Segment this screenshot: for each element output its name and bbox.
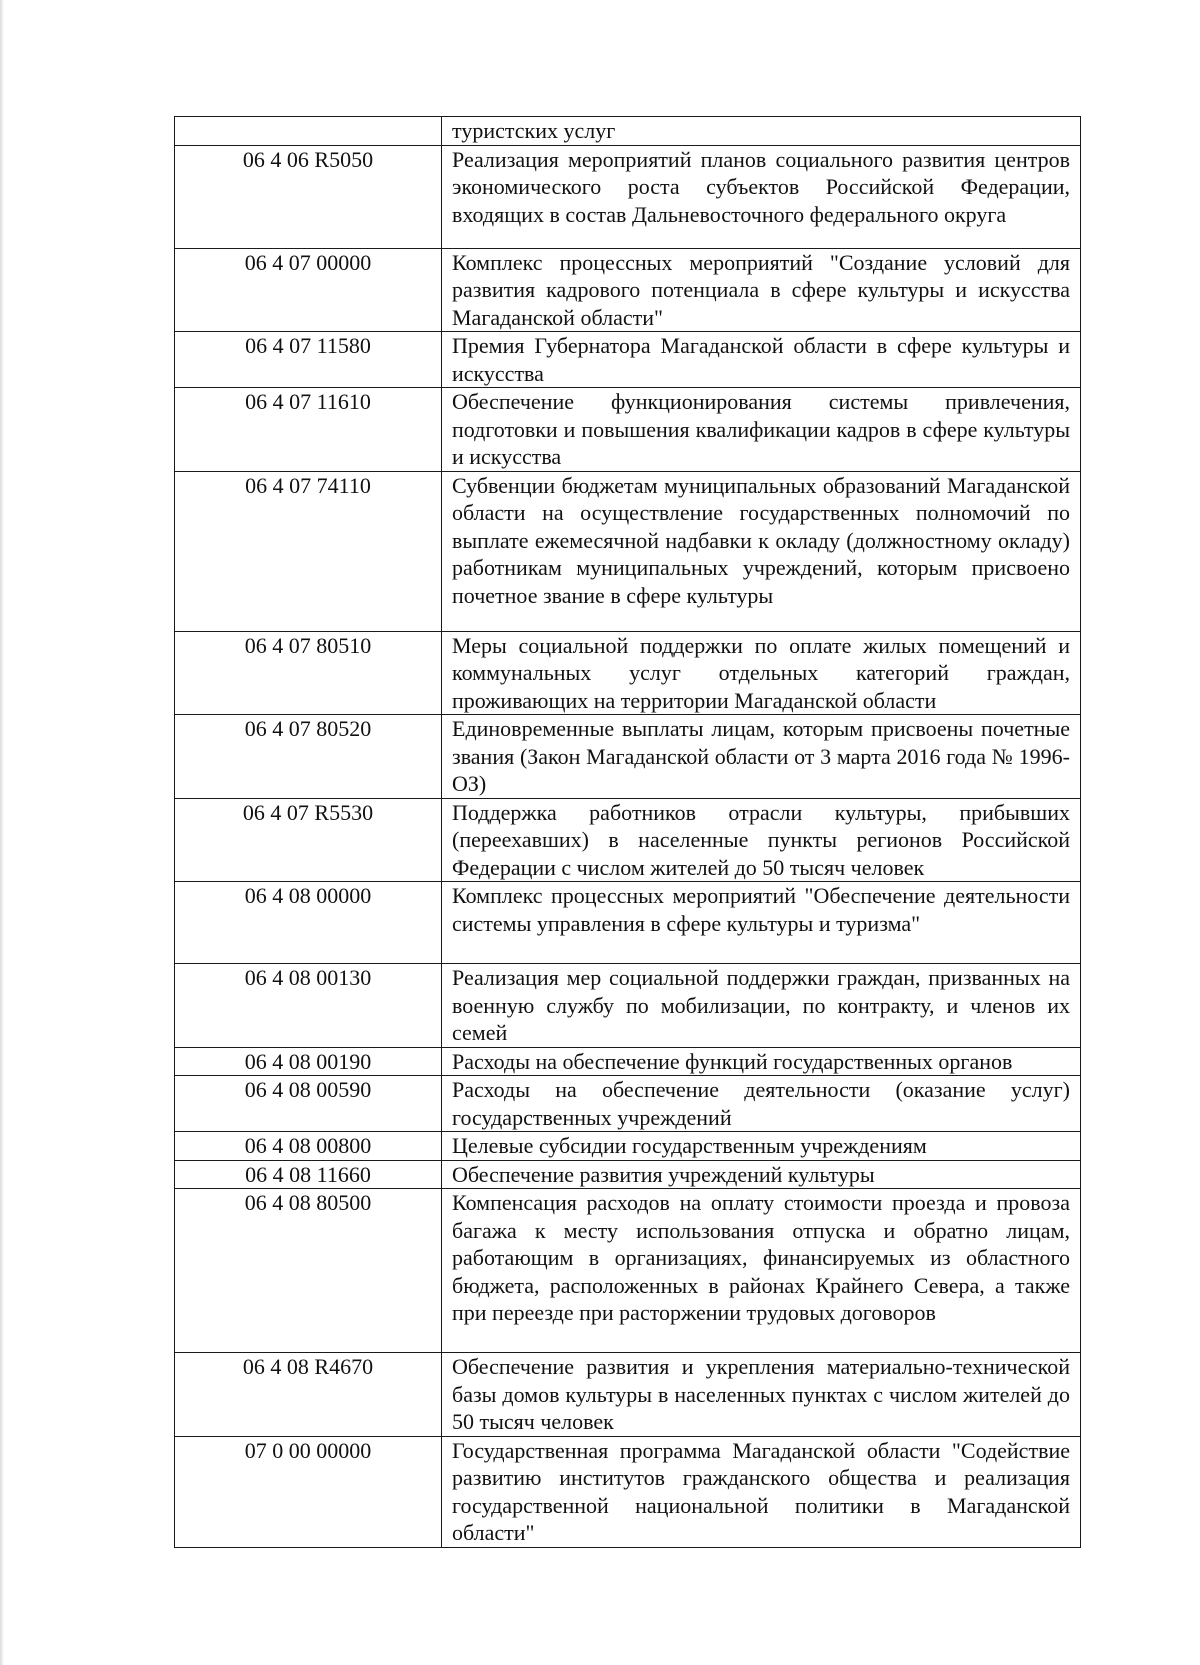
table-row: [175, 1353, 1081, 1437]
target-article-name: Обеспечение функционирования системы привлечения, подготовки и повышения квалификации кадров в сфере культуры и искусства: [442, 388, 1081, 472]
table-row: [175, 1047, 1081, 1076]
target-article-name: Поддержка работников отрасли культуры, прибывших (переехавших) в населенные пункты регионов Российской Федерации с числом жителей до 50 тысяч человек: [442, 798, 1081, 882]
budget-classification-table: [174, 116, 1081, 1548]
target-article-code: 06 4 08 00590: [175, 1076, 442, 1132]
target-article-name: Государственная программа Магаданской области "Содействие развитию институтов гражданского общества и реализация государственной национальной политики в Магаданской области": [442, 1436, 1081, 1547]
target-article-code: 06 4 08 80500: [175, 1189, 442, 1353]
target-article-name: Расходы на обеспечение функций государственных органов: [442, 1047, 1081, 1076]
table-row: [175, 248, 1081, 332]
target-article-name: Комплекс процессных мероприятий "Создание условий для развития кадрового потенциала в сфере культуры и искусства Магаданской области": [442, 248, 1081, 332]
target-article-code: 06 4 08 00800: [175, 1132, 442, 1161]
table-row: [175, 117, 1081, 146]
target-article-code: 06 4 07 R5530: [175, 798, 442, 882]
target-article-code: 06 4 07 80520: [175, 715, 442, 799]
target-article-name: Компенсация расходов на оплату стоимости проезда и провоза багажа к месту использования отпуска и обратно лицам, работающим в организациях, финансируемых из областного бюджета, расположенных в районах Крайнего Севера, а также при переезде при расторжении трудовых договоров: [442, 1189, 1081, 1353]
target-article-name: туристских услуг: [442, 117, 1081, 146]
table-row: [175, 332, 1081, 388]
table-row: [175, 715, 1081, 799]
target-article-code: 06 4 07 11580: [175, 332, 442, 388]
table-row: [175, 1132, 1081, 1161]
table-row: [175, 388, 1081, 472]
target-article-name: Обеспечение развития учреждений культуры: [442, 1160, 1081, 1189]
target-article-code: 07 0 00 00000: [175, 1436, 442, 1547]
target-article-code: 06 4 08 00000: [175, 882, 442, 964]
target-article-code: 06 4 08 R4670: [175, 1353, 442, 1437]
target-article-code: 06 4 06 R5050: [175, 145, 442, 248]
table-row: [175, 145, 1081, 248]
target-article-name: Субвенции бюджетам муниципальных образований Магаданской области на осуществление государственных полномочий по выплате ежемесячной надбавки к окладу (должностному окладу) работникам муниципальных учреждений, которым присвоено почетное звание в сфере культуры: [442, 471, 1081, 631]
target-article-name: Расходы на обеспечение деятельности (оказание услуг) государственных учреждений: [442, 1076, 1081, 1132]
table-row: [175, 882, 1081, 964]
target-article-name: Реализация мер социальной поддержки граждан, призванных на военную службу по мобилизации, по контракту, и членов их семей: [442, 964, 1081, 1048]
target-article-code: 06 4 08 11660: [175, 1160, 442, 1189]
target-article-name: Целевые субсидии государственным учреждениям: [442, 1132, 1081, 1161]
target-article-name: Меры социальной поддержки по оплате жилых помещений и коммунальных услуг отдельных категорий граждан, проживающих на территории Магаданской области: [442, 631, 1081, 715]
table-row: [175, 1076, 1081, 1132]
target-article-name: Единовременные выплаты лицам, которым присвоены почетные звания (Закон Магаданской области от 3 марта 2016 года № 1996-ОЗ): [442, 715, 1081, 799]
table-row: [175, 798, 1081, 882]
table-row: [175, 631, 1081, 715]
target-article-code: 06 4 07 80510: [175, 631, 442, 715]
target-article-code: [175, 117, 442, 146]
scan-edge: [0, 0, 4, 1665]
target-article-code: 06 4 08 00190: [175, 1047, 442, 1076]
target-article-name: Обеспечение развития и укрепления материально-технической базы домов культуры в населенных пунктах с числом жителей до 50 тысяч человек: [442, 1353, 1081, 1437]
table-row: [175, 471, 1081, 631]
target-article-name: Премия Губернатора Магаданской области в сфере культуры и искусства: [442, 332, 1081, 388]
table-row: [175, 1436, 1081, 1547]
table-row: [175, 1189, 1081, 1353]
target-article-code: 06 4 08 00130: [175, 964, 442, 1048]
target-article-code: 06 4 07 11610: [175, 388, 442, 472]
table-row: [175, 964, 1081, 1048]
target-article-code: 06 4 07 00000: [175, 248, 442, 332]
target-article-name: Комплекс процессных мероприятий "Обеспечение деятельности системы управления в сфере культуры и туризма": [442, 882, 1081, 964]
target-article-code: 06 4 07 74110: [175, 471, 442, 631]
target-article-name: Реализация мероприятий планов социального развития центров экономического роста субъектов Российской Федерации, входящих в состав Дальневосточного федерального округа: [442, 145, 1081, 248]
table-row: [175, 1160, 1081, 1189]
